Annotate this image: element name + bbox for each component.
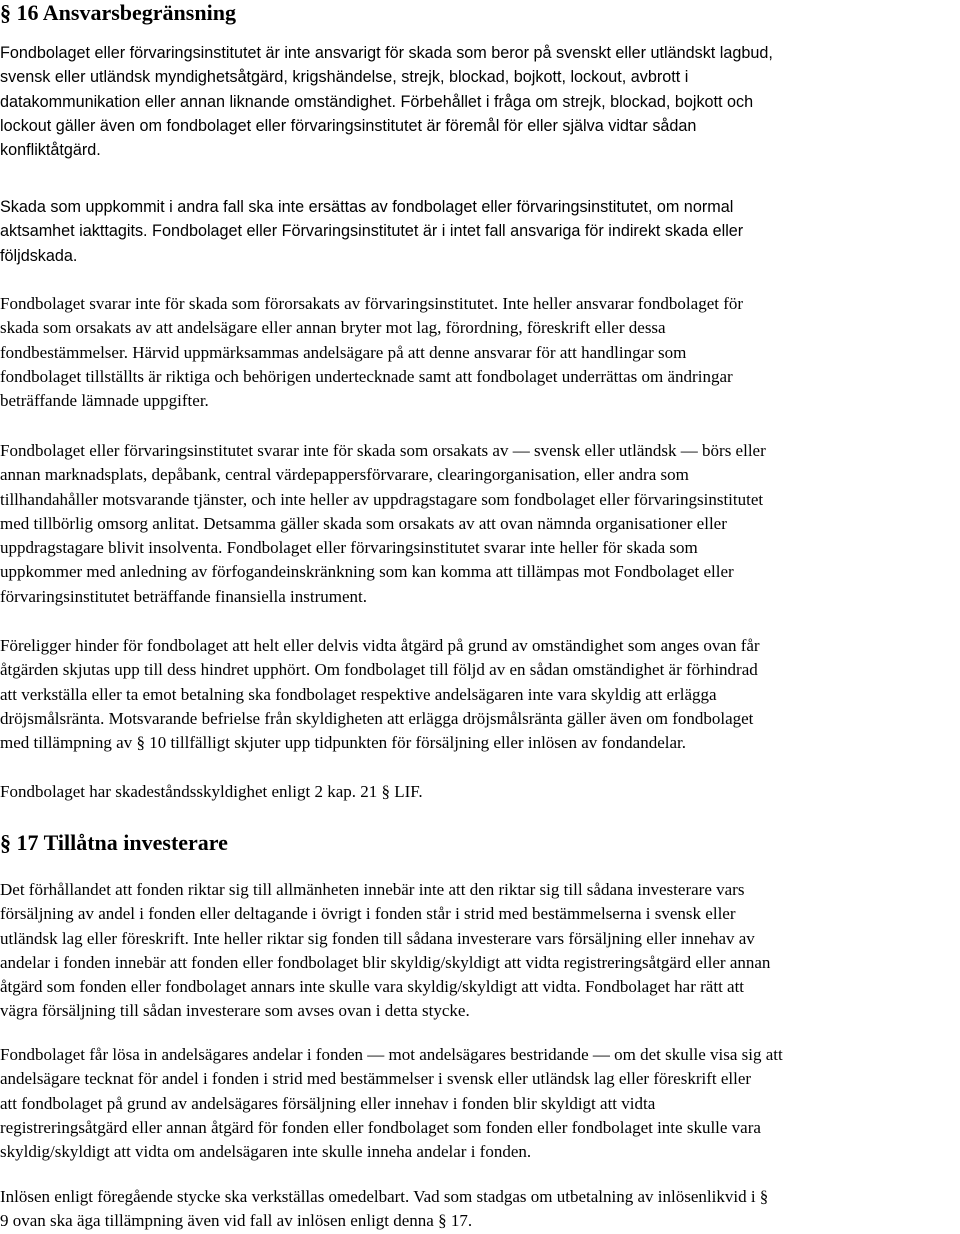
text-line: Inlösen enligt föregående stycke ska verkställas omedelbart. Vad som stadgas om utbetalning av inlösenlikvid i § [0, 1187, 769, 1206]
text-line: skyldig/skyldigt att vidta om andelsägaren inte skulle inneha andelar i fonden. [0, 1142, 532, 1162]
section-17-paragraph-2 [0, 1043, 955, 1164]
text-line: Fondbolaget eller förvaringsinstitutet svarar inte för skada som orsakats av — svensk eller utländsk — börs eller [0, 441, 766, 460]
section-16-heading: § 16 Ansvarsbegränsning [0, 0, 236, 25]
text-line: Fondbolaget svarar inte för skada som förorsakats av förvaringsinstitutet. Inte heller ansvarar fondbolaget för [0, 294, 744, 313]
text-line: 9 ovan ska äga tillämpning även vid fall av inlösen enligt denna § 17. [0, 1211, 473, 1231]
text-line: fondbestämmelser. Härvid uppmärksammas andelsägare på att denne ansvarar för att handlingar som [0, 342, 687, 362]
text-line: andelar i fonden innebär att fonden eller fondbolaget blir skyldig/skyldigt att vidta registreringsåtgärd eller annan [0, 952, 771, 972]
text-line: med tillämpning av § 10 tillfälligt skjuter upp tidpunkten för försäljning eller inlösen av fondandelar. [0, 733, 686, 753]
text-line: datakommunikation eller annan liknande omständighet. Förbehållet i fråga om strejk, blockad, bojkott och [0, 92, 754, 111]
section-16-paragraph-3 [0, 292, 955, 413]
text-line: vägra försäljning till sådan investerare som avses ovan i detta stycke. [0, 1001, 470, 1021]
text-line: åtgärd som fonden eller fondbolaget annars inte skulle vara skyldig/skyldigt att vidta. Fondbolaget har rätt att [0, 977, 745, 997]
text-line: Fondbolaget får lösa in andelsägares andelar i fonden — mot andelsägares bestridande — om det skulle visa sig att [0, 1045, 783, 1064]
text-line: aktsamhet iakttagits. Fondbolaget eller Förvaringsinstitutet är i intet fall ansvariga för indirekt skada eller [0, 222, 744, 241]
text-line: Fondbolaget eller förvaringsinstitutet är inte ansvarigt för skada som beror på svenskt eller utländskt lagbud, [0, 44, 773, 62]
text-line: att verkställa eller ta emot betalning ska fondbolaget respektive andelsägaren inte vara skyldig att erlägga [0, 684, 717, 704]
text-line: Det förhållandet att fonden riktar sig till allmänheten innebär inte att den riktar sig till sådana investerare vars [0, 880, 745, 899]
text-line: tillhandahåller motsvarande tjänster, och inte heller av uppdragstagare som fondbolaget eller förvaringsinstitutet [0, 489, 764, 509]
text-line: beträffande lämnade uppgifter. [0, 391, 209, 411]
text-line: Fondbolaget har skadeståndsskyldighet enligt 2 kap. 21 § LIF. [0, 782, 423, 801]
text-line: åtgärden skjutas upp till dess hindret upphört. Om fondbolaget till följd av en sådan omständighet är förhindrad [0, 660, 758, 680]
text-line: andelsägare tecknat för andel i fonden i strid med bestämmelser i svensk eller utländsk lag eller föreskrift eller [0, 1069, 752, 1089]
section-16-paragraph-5 [0, 634, 955, 755]
text-line: annan marknadsplats, depåbank, central värdepappersförvarare, clearingorganisation, eller andra som [0, 465, 689, 485]
section-16-paragraph-2 [0, 195, 955, 268]
text-line: försäljning av andel i fonden eller deltagande i övrigt i fonden står i strid med bestämmelserna i svensk eller [0, 904, 736, 924]
text-line: uppkommer med anledning av förfogandeinskränkning som kan komma att tillämpas mot Fondbolaget eller [0, 562, 734, 582]
text-line: skada som orsakats av att andelsägare eller annan bryter mot lag, förordning, föreskrift eller dessa [0, 318, 666, 338]
section-17-paragraph-1 [0, 878, 955, 1024]
text-line: Föreligger hinder för fondbolaget att helt eller delvis vidta åtgärd på grund av omständighet som anges ovan får [0, 636, 760, 655]
text-line: svensk eller utländsk myndighetsåtgärd, krigshändelse, strejk, blockad, bojkott, lockout, avbrott i [0, 68, 689, 87]
text-line: lockout gäller även om fondbolaget eller förvaringsinstitutet är föremål för eller själva vidtar sådan [0, 116, 697, 135]
text-line: förvaringsinstitutet beträffande finansiella instrument. [0, 586, 367, 606]
text-line: konfliktåtgärd. [0, 141, 101, 160]
section-16-paragraph-4 [0, 439, 955, 609]
section-16-paragraph-1 [0, 41, 955, 162]
text-line: Skada som uppkommit i andra fall ska inte ersättas av fondbolaget eller förvaringsinstitutet, om normal [0, 198, 734, 216]
text-line: fondbolaget tillställts är riktiga och behörigen undertecknade samt att fondbolaget underrättas om ändringar [0, 366, 733, 386]
text-line: uppdragstagare blivit insolventa. Fondbolaget eller förvaringsinstitutet svarar inte heller för skada som [0, 538, 698, 558]
section-17-heading: § 17 Tillåtna investerare [0, 830, 228, 855]
text-line: följdskada. [0, 246, 78, 265]
section-17-paragraph-3 [0, 1185, 955, 1234]
section-16-paragraph-6 [0, 780, 955, 804]
text-line: registreringsåtgärd eller annan åtgärd för fonden eller fondbolaget som fonden eller fondbolaget inte skulle vara [0, 1117, 761, 1137]
text-line: dröjsmålsränta. Motsvarande befrielse från skyldigheten att erlägga dröjsmålsränta gäller även om fondbolaget [0, 708, 754, 728]
text-line: med tillbörlig omsorg anlitat. Detsamma gäller skada som orsakats av att ovan nämnda organisationer eller [0, 513, 727, 533]
text-line: att fondbolaget på grund av andelsägares försäljning eller innehav i fonden blir skyldigt att vidta [0, 1093, 656, 1113]
text-line: utländsk lag eller föreskrift. Inte heller riktar sig fonden till sådana investerare vars försäljning eller innehav av [0, 928, 755, 948]
